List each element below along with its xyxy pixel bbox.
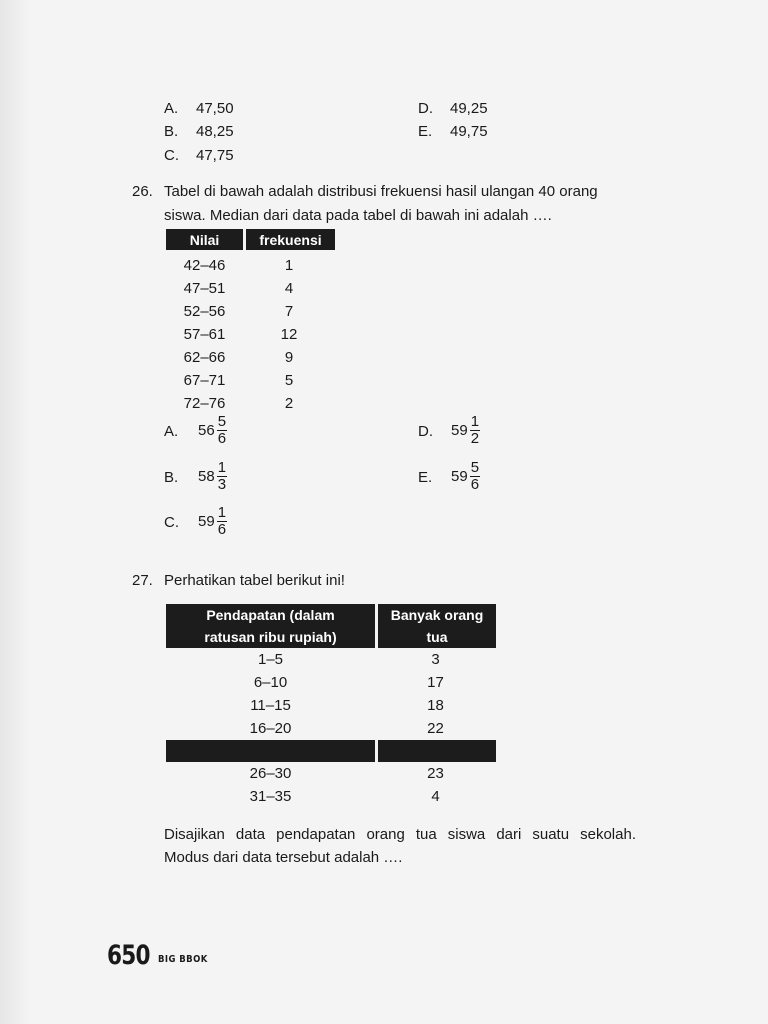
page-number: 650 [107, 940, 150, 971]
header-pendapatan [166, 604, 375, 648]
option-letter: C. [164, 147, 179, 164]
table-row [166, 671, 496, 694]
option-letter: A. [164, 100, 179, 117]
q26-option-c-letter: C. [164, 514, 179, 531]
q26-option-a-value [198, 414, 227, 447]
q26-option-e-value [451, 460, 480, 493]
cell-nilai: 57–61 [183, 326, 226, 343]
denominator: 6 [470, 476, 480, 493]
q26-number: 26. [132, 183, 153, 200]
fraction [217, 414, 227, 447]
whole-part: 59 [198, 513, 215, 530]
denominator: 3 [217, 476, 227, 493]
option-value: 47,50 [196, 100, 234, 117]
cell-banyak: 3 [431, 651, 440, 668]
q26-option-c-value [198, 505, 227, 538]
book-title: BIG BBOK [158, 954, 208, 965]
q26-question-line2: siswa. Median dari data pada tabel di bawah ini adalah …. [164, 207, 552, 224]
whole-part: 59 [451, 468, 468, 485]
denominator: 2 [470, 430, 480, 447]
cell-banyak: 22 [427, 720, 444, 737]
cell-frekuensi: 9 [284, 349, 294, 366]
whole-part: 56 [198, 422, 215, 439]
fraction [470, 460, 480, 493]
q25-option-a [164, 100, 234, 118]
table-row-blank [166, 740, 496, 762]
option-value: 49,75 [450, 123, 488, 140]
q25-option-d [418, 100, 488, 118]
table-row [166, 346, 335, 369]
q26-option-d-value [451, 414, 480, 447]
denominator: 6 [217, 521, 227, 538]
q27-income-table [166, 604, 496, 808]
cell-banyak [375, 740, 496, 762]
cell-frekuensi: 12 [280, 326, 298, 343]
cell-pendapatan: 6–10 [253, 674, 288, 691]
whole-part: 59 [451, 422, 468, 439]
option-letter: E. [418, 123, 433, 140]
header-line: ratusan ribu rupiah) [204, 629, 337, 645]
option-value: 49,25 [450, 100, 488, 117]
cell-frekuensi: 4 [284, 280, 294, 297]
cell-frekuensi: 7 [284, 303, 294, 320]
cell-banyak: 17 [427, 674, 444, 691]
cell-nilai: 62–66 [183, 349, 226, 366]
header-frekuensi: frekuensi [243, 229, 335, 250]
cell-banyak: 4 [431, 788, 440, 805]
cell-pendapatan: 31–35 [249, 788, 292, 805]
header-line: Pendapatan (dalam [206, 607, 335, 623]
option-value: 48,25 [196, 123, 234, 140]
q27-number: 27. [132, 572, 153, 589]
table-row [166, 392, 335, 415]
table-row [166, 277, 335, 300]
q27-paragraph-line1: Disajikan data pendapatan orang tua siswa dari suatu sekolah. [164, 826, 636, 843]
q26-option-a-letter: A. [164, 423, 179, 440]
whole-part: 58 [198, 468, 215, 485]
cell-frekuensi: 1 [284, 257, 294, 274]
q25-option-c [164, 147, 234, 165]
cell-nilai: 52–56 [183, 303, 226, 320]
q25-option-e [418, 123, 488, 141]
q27-prompt: Perhatikan tabel berikut ini! [164, 572, 345, 589]
cell-nilai: 72–76 [183, 395, 226, 412]
table-row [166, 300, 335, 323]
q25-option-b [164, 123, 234, 141]
table-header-row [166, 604, 496, 648]
cell-nilai: 67–71 [183, 372, 226, 389]
table-row [166, 648, 496, 671]
q26-question-line1: Tabel di bawah adalah distribusi frekuensi hasil ulangan 40 orang [164, 183, 598, 200]
numerator: 5 [470, 459, 480, 476]
cell-pendapatan: 11–15 [250, 697, 291, 714]
cell-banyak: 23 [427, 765, 444, 782]
q26-option-b-letter: B. [164, 469, 179, 486]
q27-paragraph-line2: Modus dari data tersebut adalah …. [164, 849, 403, 866]
q26-option-b-value [198, 460, 227, 493]
q26-frequency-table [166, 229, 335, 415]
q26-option-d-letter: D. [418, 423, 433, 440]
fraction [217, 460, 227, 493]
cell-pendapatan: 16–20 [249, 720, 292, 737]
cell-nilai: 47–51 [183, 280, 226, 297]
table-row [166, 694, 496, 717]
option-letter: D. [418, 100, 433, 117]
cell-banyak: 18 [427, 697, 444, 714]
header-line: tua [426, 629, 448, 645]
cell-pendapatan: 1–5 [257, 651, 284, 668]
option-letter: B. [164, 123, 179, 140]
table-row [166, 717, 496, 740]
header-line: Banyak orang [390, 607, 484, 623]
cell-nilai: 42–46 [183, 257, 226, 274]
cell-frekuensi: 2 [284, 395, 294, 412]
numerator: 1 [217, 459, 227, 476]
table-row [166, 250, 335, 277]
table-row [166, 323, 335, 346]
numerator: 1 [217, 504, 227, 521]
cell-frekuensi: 5 [284, 372, 294, 389]
fraction [470, 414, 480, 447]
fraction [217, 505, 227, 538]
table-header-row [166, 229, 335, 250]
page-gutter-shadow [0, 0, 30, 1024]
header-banyak-orang-tua [375, 604, 496, 648]
option-value: 47,75 [196, 147, 234, 164]
table-row [166, 369, 335, 392]
q26-option-e-letter: E. [418, 469, 433, 486]
cell-pendapatan: 26–30 [249, 765, 292, 782]
numerator: 5 [217, 413, 227, 430]
table-row [166, 762, 496, 785]
table-row [166, 785, 496, 808]
header-nilai: Nilai [166, 229, 243, 250]
numerator: 1 [470, 413, 480, 430]
cell-pendapatan [166, 740, 375, 762]
denominator: 6 [217, 430, 227, 447]
